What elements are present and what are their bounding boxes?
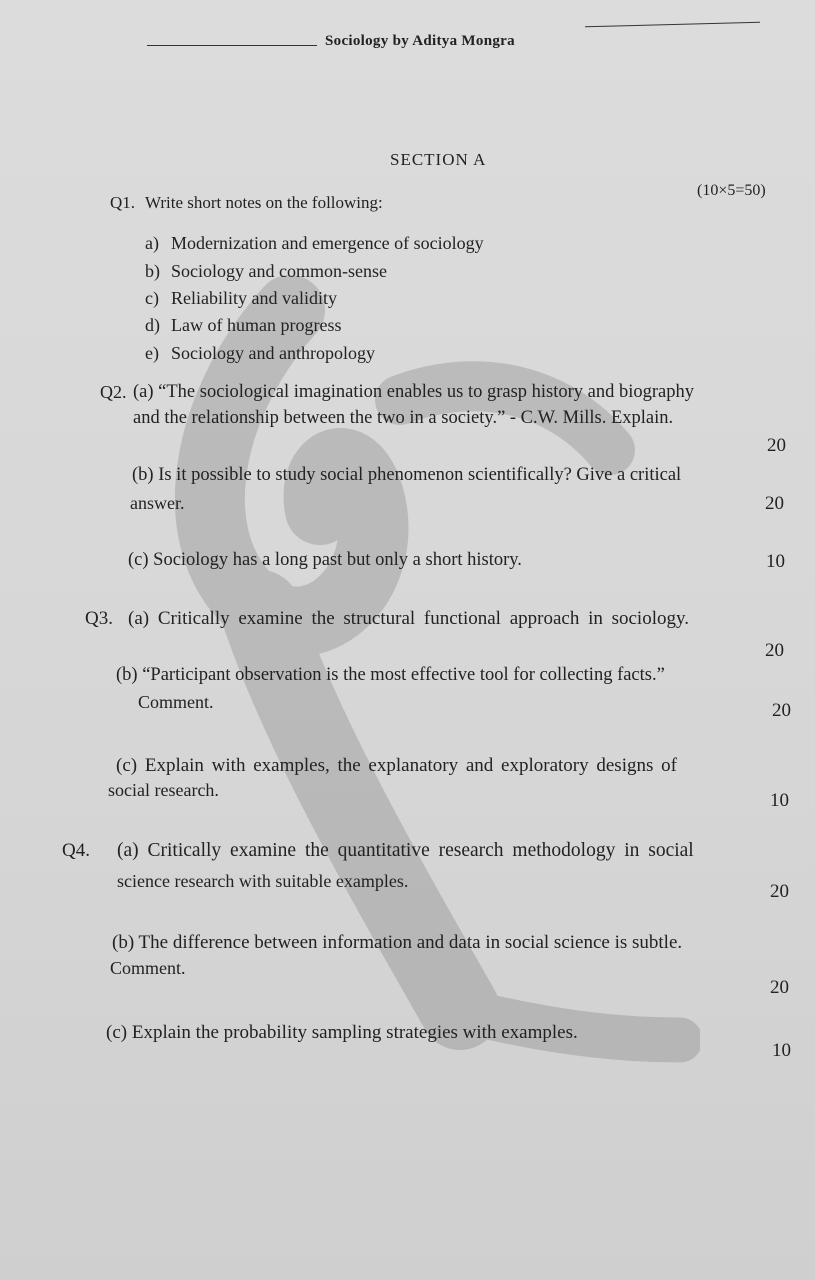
list-item bbox=[145, 288, 337, 309]
list-item-letter: a) bbox=[145, 233, 159, 253]
list-item-text: Law of human progress bbox=[171, 315, 342, 335]
q2-a-line1: (a) “The sociological imagination enables us to grasp history and biography bbox=[133, 382, 695, 402]
q3-c-marks: 10 bbox=[770, 790, 789, 811]
q4-b-line1: (b) The difference between information and data in social science is subtle. bbox=[112, 932, 683, 953]
q2-b-line2: answer. bbox=[130, 493, 185, 513]
q2-b-marks: 20 bbox=[765, 493, 784, 514]
list-item bbox=[145, 233, 484, 254]
q4-b-marks: 20 bbox=[770, 977, 789, 998]
list-item-letter: c) bbox=[145, 288, 159, 308]
list-item-text: Modernization and emergence of sociology bbox=[171, 233, 484, 253]
q3-c-line2: social research. bbox=[108, 780, 219, 800]
list-item-text: Sociology and common-sense bbox=[171, 261, 387, 281]
question-label-q1: Q1. bbox=[110, 193, 136, 212]
question-label-q3: Q3. bbox=[85, 608, 113, 629]
question-label-q2: Q2. bbox=[100, 382, 127, 402]
q1-marks: (10×5=50) bbox=[697, 182, 766, 199]
q3-b-line2: Comment. bbox=[138, 692, 214, 712]
q1-prompt: Write short notes on the following: bbox=[145, 193, 383, 212]
list-item-letter: e) bbox=[145, 343, 159, 363]
q3-c-line1: (c) Explain with examples, the explanatory and exploratory designs of bbox=[116, 755, 677, 776]
q4-a-line1: (a) Critically examine the quantitative research methodology in social bbox=[117, 840, 694, 861]
section-title: SECTION A bbox=[390, 150, 487, 169]
list-item-letter: d) bbox=[145, 315, 160, 335]
header-line-right bbox=[585, 22, 760, 28]
q3-a-line1: (a) Critically examine the structural functional approach in sociology. bbox=[128, 608, 690, 629]
header-line-left bbox=[147, 45, 317, 46]
header-title: Sociology by Aditya Mongra bbox=[325, 33, 515, 49]
list-item bbox=[145, 315, 341, 336]
q3-a-marks: 20 bbox=[765, 640, 784, 661]
q2-a-line2: and the relationship between the two in a society.” - C.W. Mills. Explain. bbox=[133, 408, 674, 428]
q4-c-line1: (c) Explain the probability sampling strategies with examples. bbox=[106, 1022, 578, 1043]
q4-a-line2: science research with suitable examples. bbox=[117, 871, 409, 891]
q2-a-marks: 20 bbox=[767, 435, 786, 456]
q4-c-marks: 10 bbox=[772, 1040, 791, 1061]
list-item-letter: b) bbox=[145, 261, 160, 281]
list-item bbox=[145, 261, 387, 282]
q2-c-line1: (c) Sociology has a long past but only a short history. bbox=[128, 550, 522, 570]
q4-a-marks: 20 bbox=[770, 881, 789, 902]
question-label-q4: Q4. bbox=[62, 840, 90, 861]
q2-c-marks: 10 bbox=[766, 551, 785, 572]
q3-b-line1: (b) “Participant observation is the most effective tool for collecting facts.” bbox=[116, 665, 665, 685]
list-item bbox=[145, 343, 375, 364]
list-item-text: Sociology and anthropology bbox=[171, 343, 375, 363]
q2-b-line1: (b) Is it possible to study social phenomenon scientifically? Give a critical bbox=[132, 465, 682, 485]
q3-b-marks: 20 bbox=[772, 700, 791, 721]
q4-b-line2: Comment. bbox=[110, 958, 186, 978]
list-item-text: Reliability and validity bbox=[171, 288, 337, 308]
